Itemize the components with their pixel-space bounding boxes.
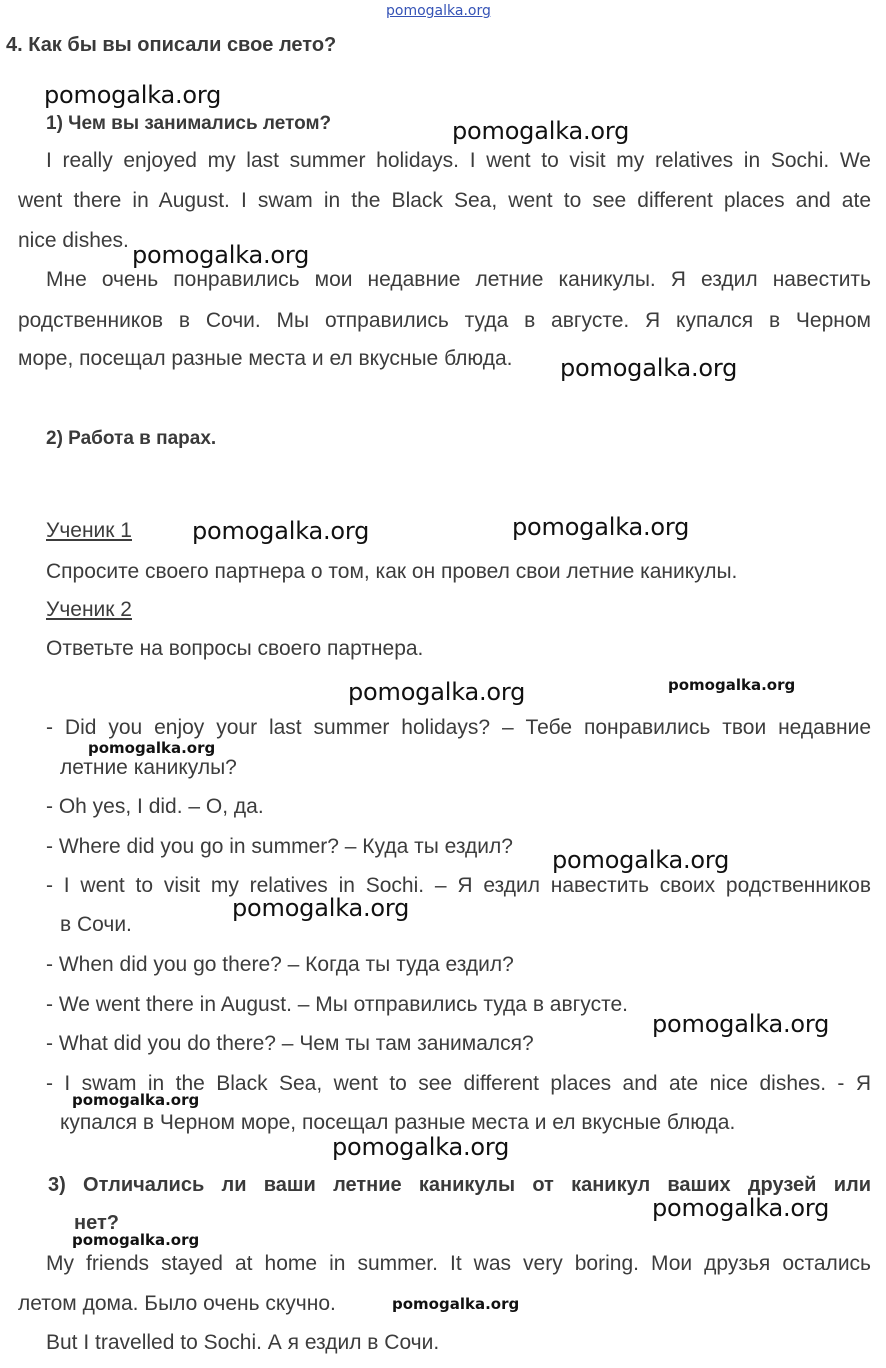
section3-line: My friends stayed at home in summer. It was very boring. Мои друзья остались xyxy=(46,1252,871,1275)
watermark: pomogalka.org xyxy=(652,1010,830,1038)
watermark: pomogalka.org xyxy=(552,846,730,874)
student1-task: Спросите своего партнера о том, как он провел свои летние каникулы. xyxy=(46,560,738,583)
dialogue-line: - We went there in August. – Мы отправились туда в августе. xyxy=(46,993,628,1016)
section3-title: 3) Отличались ли ваши летние каникулы от каникул ваших друзей или xyxy=(48,1174,871,1196)
watermark: pomogalka.org xyxy=(44,81,222,109)
section3-title-cont: нет? xyxy=(74,1212,119,1234)
watermark: pomogalka.org xyxy=(348,678,526,706)
watermark: pomogalka.org xyxy=(560,354,738,382)
dialogue-line: - Did you enjoy your last summer holidays? – Тебе понравились твои недавние xyxy=(46,716,871,739)
watermark: pomogalka.org xyxy=(452,117,630,145)
watermark: pomogalka.org xyxy=(232,894,410,922)
watermark: pomogalka.org xyxy=(512,513,690,541)
dialogue-line: в Сочи. xyxy=(60,913,132,936)
dialogue-line: - Oh yes, I did. – О, да. xyxy=(46,795,264,818)
watermark: pomogalka.org xyxy=(192,517,370,545)
section1-ru-line: родственников в Сочи. Мы отправились туда в августе. Я купался в Черном xyxy=(18,309,871,332)
watermark: pomogalka.org xyxy=(668,676,796,694)
watermark: pomogalka.org xyxy=(72,1091,200,1109)
dialogue-line: - Where did you go in summer? – Куда ты ездил? xyxy=(46,835,513,858)
dialogue-line: - What did you do there? – Чем ты там занимался? xyxy=(46,1032,534,1055)
section1-title: 1) Чем вы занимались летом? xyxy=(46,113,332,134)
dialogue-line: купался в Черном море, посещал разные места и ел вкусные блюда. xyxy=(60,1111,736,1134)
section2-title: 2) Работа в парах. xyxy=(46,428,217,449)
section1-en-line: went there in August. I swam in the Black Sea, went to see different places and ate xyxy=(18,189,871,212)
dialogue-line: летние каникулы? xyxy=(60,756,237,779)
watermark: pomogalka.org xyxy=(132,241,310,269)
student1-label: Ученик 1 xyxy=(46,519,132,542)
section3-line: But I travelled to Sochi. А я ездил в Сочи. xyxy=(46,1331,440,1354)
watermark: pomogalka.org xyxy=(88,739,216,757)
watermark: pomogalka.org xyxy=(72,1231,200,1249)
dialogue-line: - I went to visit my relatives in Sochi. – Я ездил навестить своих родственников xyxy=(46,874,871,897)
watermark: pomogalka.org xyxy=(652,1194,830,1222)
section1-ru-line: Мне очень понравились мои недавние летние каникулы. Я ездил навестить xyxy=(46,268,871,291)
dialogue-line: - When did you go there? – Когда ты туда ездил? xyxy=(46,953,514,976)
section1-en-line: nice dishes. xyxy=(18,229,129,252)
watermark: pomogalka.org xyxy=(392,1295,520,1313)
section1-en-line: I really enjoyed my last summer holidays. I went to visit my relatives in Sochi. We xyxy=(46,149,871,172)
watermark-top-link[interactable]: pomogalka.org xyxy=(386,3,491,19)
section3-line: летом дома. Было очень скучно. xyxy=(18,1292,336,1315)
dialogue-line: - I swam in the Black Sea, went to see different places and ate nice dishes. - Я xyxy=(46,1072,871,1095)
watermark: pomogalka.org xyxy=(332,1133,510,1161)
exercise-heading: 4. Как бы вы описали свое лето? xyxy=(6,34,337,56)
student2-label: Ученик 2 xyxy=(46,598,132,621)
section1-ru-line: море, посещал разные места и ел вкусные блюда. xyxy=(18,347,513,370)
student2-task: Ответьте на вопросы своего партнера. xyxy=(46,637,424,660)
